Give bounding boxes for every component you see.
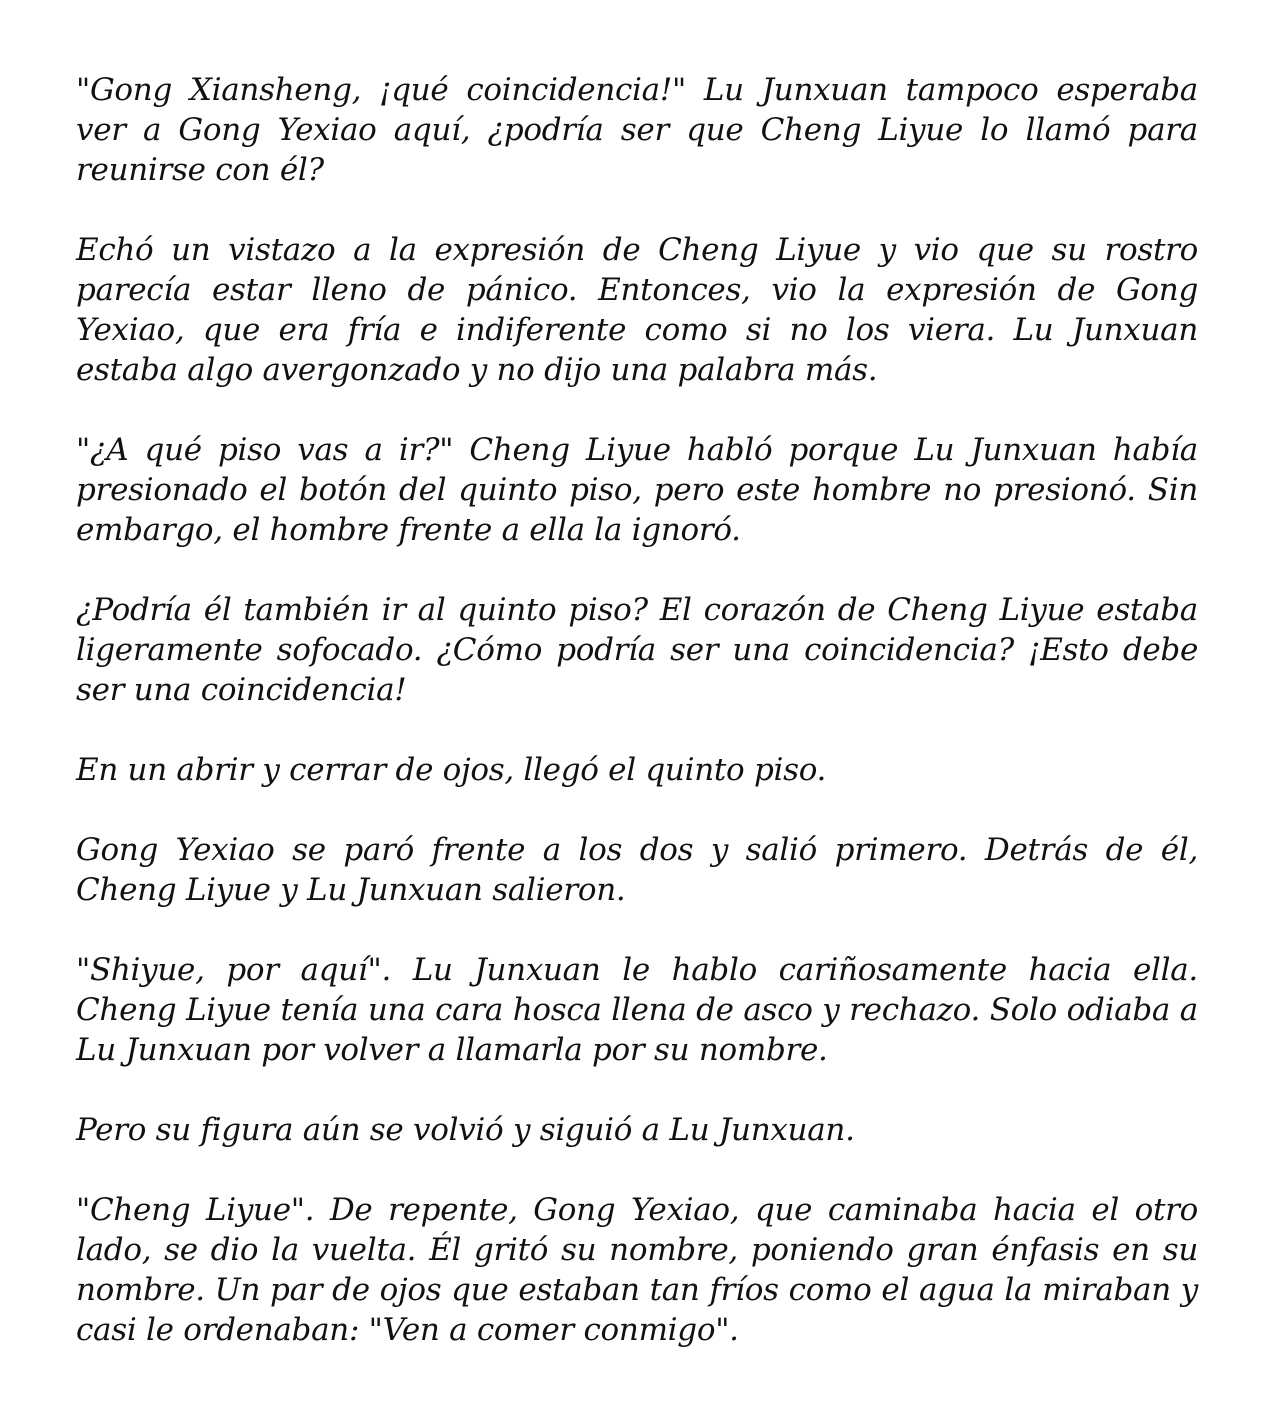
paragraph-3: "¿A qué piso vas a ir?" Cheng Liyue habló porque Lu Junxuan había presionado el botón del quinto piso, pero este hombre no presionó. Sin embargo, el hombre frente a ella la ignoró. [76,432,1198,548]
paragraph-5: En un abrir y cerrar de ojos, llegó el quinto piso. [76,752,827,788]
paragraph-7: "Shiyue, por aquí". Lu Junxuan le hablo cariñosamente hacia ella. Cheng Liyue tenía una cara hosca llena de asco y rechazo. Solo odiaba a Lu Junxuan por volver a llamarla por su nombre. [76,952,1198,1068]
document-body [76,70,1198,1350]
paragraph-4: ¿Podría él también ir al quinto piso? El corazón de Cheng Liyue estaba ligeramente sofocado. ¿Cómo podría ser una coincidencia? ¡Esto debe ser una coincidencia! [76,592,1198,708]
paragraph-8: Pero su figura aún se volvió y siguió a Lu Junxuan. [76,1112,855,1148]
paragraph-2: Echó un vistazo a la expresión de Cheng Liyue y vio que su rostro parecía estar lleno de pánico. Entonces, vio la expresión de Gong Yexiao, que era fría e indiferente como si no los viera. Lu Junxuan estaba algo avergonzado y no dijo una palabra más. [76,232,1198,388]
paragraph-6: Gong Yexiao se paró frente a los dos y salió primero. Detrás de él, Cheng Liyue y Lu Junxuan salieron. [76,832,1198,908]
paragraph-1: "Gong Xiansheng, ¡qué coincidencia!" Lu Junxuan tampoco esperaba ver a Gong Yexiao aquí, ¿podría ser que Cheng Liyue lo llamó para reunirse con él? [76,72,1198,188]
paragraph-9: "Cheng Liyue". De repente, Gong Yexiao, que caminaba hacia el otro lado, se dio la vuelta. Él gritó su nombre, poniendo gran énfasis en su nombre. Un par de ojos que estaban tan fríos como el agua la miraban y casi le ordenaban: "Ven a comer conmigo". [76,1192,1198,1348]
